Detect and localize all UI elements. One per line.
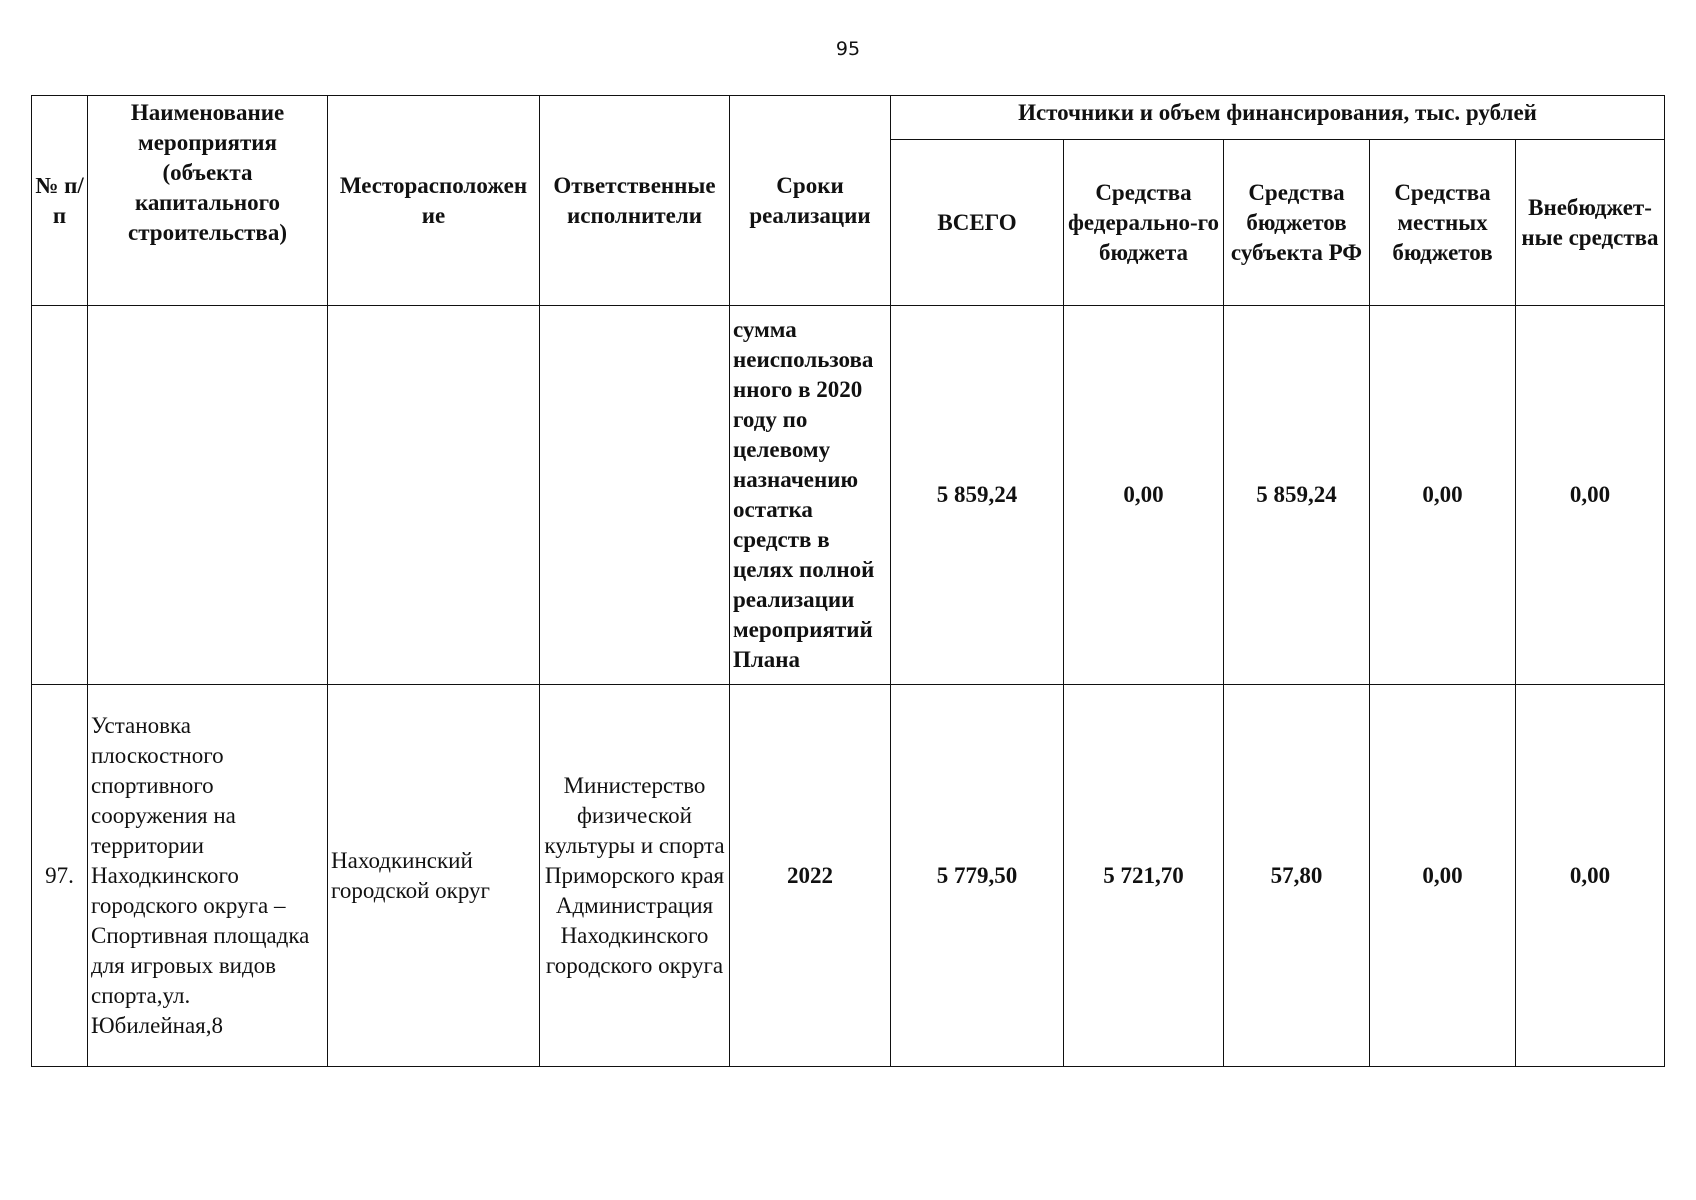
header-terms: Сроки реализации — [730, 96, 891, 306]
header-executors: Ответственные исполнители — [540, 96, 730, 306]
cell-regional: 5 859,24 — [1224, 306, 1370, 685]
header-location: Месторасположен ие — [328, 96, 540, 306]
cell-executors: Министерство физической культуры и спорта Приморского края Администрация Находкинского городского округа — [540, 685, 730, 1067]
cell-executors — [540, 306, 730, 685]
cell-local: 0,00 — [1370, 685, 1516, 1067]
header-regional: Средства бюджетов субъекта РФ — [1224, 140, 1370, 306]
cell-extrabudget: 0,00 — [1516, 306, 1665, 685]
cell-total: 5 859,24 — [891, 306, 1064, 685]
cell-terms: 2022 — [730, 685, 891, 1067]
cell-num: 97. — [32, 685, 88, 1067]
cell-location — [328, 306, 540, 685]
cell-num — [32, 306, 88, 685]
cell-name: Установка плоскостного спортивного сооружения на территории Находкинского городского округа – Спортивная площадка для игровых видов спорта,ул. Юбилейная,8 — [88, 685, 328, 1067]
cell-federal: 0,00 — [1064, 306, 1224, 685]
table-row — [32, 306, 1665, 685]
table-row — [32, 685, 1665, 1067]
header-num: № п/п — [32, 96, 88, 306]
header-total: ВСЕГО — [891, 140, 1064, 306]
cell-federal: 5 721,70 — [1064, 685, 1224, 1067]
cell-location: Находкинский городской округ — [328, 685, 540, 1067]
header-row-top — [32, 96, 1665, 140]
header-funding-group: Источники и объем финансирования, тыс. рублей — [891, 96, 1665, 140]
header-name: Наименование мероприятия (объекта капитального строительства) — [88, 96, 328, 306]
cell-terms: сумма неиспользова нного в 2020 году по целевому назначению остатка средств в целях полной реализации мероприятий Плана — [730, 306, 891, 685]
cell-name — [88, 306, 328, 685]
cell-local: 0,00 — [1370, 306, 1516, 685]
header-local: Средства местных бюджетов — [1370, 140, 1516, 306]
header-extrabudget: Внебюджет-ные средства — [1516, 140, 1665, 306]
cell-regional: 57,80 — [1224, 685, 1370, 1067]
page-number: 95 — [835, 38, 861, 60]
cell-total: 5 779,50 — [891, 685, 1064, 1067]
funding-table — [31, 95, 1665, 1067]
cell-extrabudget: 0,00 — [1516, 685, 1665, 1067]
header-federal: Средства федерально-го бюджета — [1064, 140, 1224, 306]
